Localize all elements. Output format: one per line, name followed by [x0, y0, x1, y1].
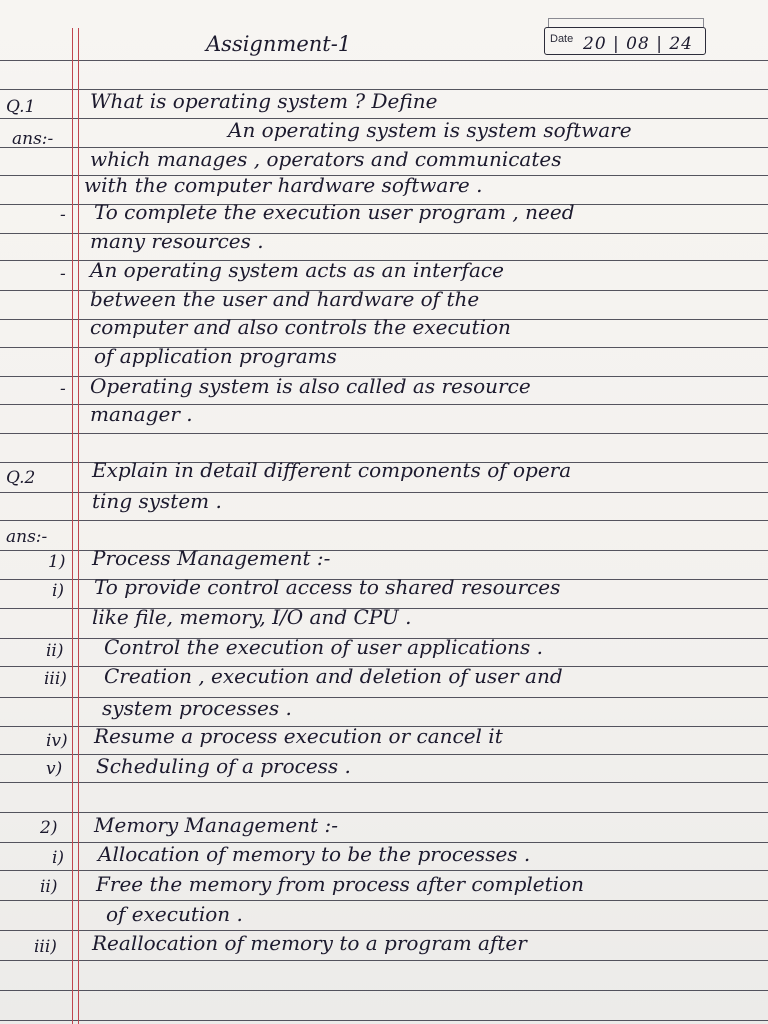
date-box: [544, 27, 706, 55]
answer-line: between the user and hardware of the: [90, 287, 480, 311]
page-title: Assignment-1: [206, 32, 352, 56]
date-label: Date: [550, 33, 574, 45]
question-marker: Q.2: [6, 468, 36, 488]
item-line: Creation , execution and deletion of user and: [104, 664, 563, 688]
item-line: Resume a process execution or cancel it: [94, 724, 503, 748]
item-line: of execution .: [106, 902, 243, 926]
answer-marker: ans:-: [12, 129, 54, 149]
page-no-box: [548, 18, 704, 27]
question-text: Explain in detail different components of opera: [92, 458, 572, 482]
section-number: 1): [48, 552, 66, 572]
section-heading: Process Management :-: [92, 546, 331, 570]
item-label: ii): [46, 641, 64, 661]
answer-line: To complete the execution user program , need: [94, 200, 575, 224]
item-line: like file, memory, I/O and CPU .: [92, 605, 412, 629]
answer-line: which manages , operators and communicates: [90, 147, 562, 171]
margin-line: [78, 28, 79, 1024]
answer-line: many resources .: [90, 229, 264, 253]
item-label: iii): [44, 669, 67, 689]
ruled-line: [0, 782, 768, 783]
bullet: -: [60, 379, 66, 399]
bullet: -: [60, 205, 66, 225]
question-text: What is operating system ? Define: [90, 89, 438, 113]
item-line: system processes .: [102, 696, 292, 720]
item-label: ii): [40, 877, 58, 897]
ruled-line: [0, 433, 768, 434]
item-line: Scheduling of a process .: [96, 754, 351, 778]
item-line: Free the memory from process after completion: [96, 872, 584, 896]
item-line: To provide control access to shared resources: [94, 575, 561, 599]
ruled-line: [0, 990, 768, 991]
answer-line: of application programs: [94, 344, 337, 368]
answer-line: computer and also controls the execution: [90, 315, 511, 339]
answer-line: An operating system is system software: [228, 118, 632, 142]
answer-line: with the computer hardware software .: [84, 173, 483, 197]
answer-line: Operating system is also called as resource: [90, 374, 531, 398]
item-line: Allocation of memory to be the processes .: [98, 842, 531, 866]
item-line: Reallocation of memory to a program after: [92, 931, 527, 955]
answer-marker: ans:-: [6, 527, 48, 547]
ruled-line: [0, 1020, 768, 1021]
question-text: ting system .: [92, 489, 222, 513]
bullet: -: [60, 264, 66, 284]
item-label: i): [52, 848, 65, 868]
item-label: iii): [34, 937, 57, 957]
ruled-line: [0, 900, 768, 901]
item-line: Control the execution of user applications .: [104, 635, 543, 659]
item-label: i): [52, 581, 65, 601]
ruled-line: [0, 60, 768, 61]
section-heading: Memory Management :-: [94, 813, 338, 837]
answer-line: manager .: [90, 402, 193, 426]
section-number: 2): [40, 818, 58, 838]
margin-line: [72, 28, 73, 1024]
ruled-line: [0, 520, 768, 521]
question-marker: Q.1: [6, 97, 36, 117]
ruled-line: [0, 960, 768, 961]
ruled-line: [0, 870, 768, 871]
item-label: v): [46, 759, 63, 779]
answer-line: An operating system acts as an interface: [90, 258, 504, 282]
item-label: iv): [46, 731, 68, 751]
date-value: 20 | 08 | 24: [583, 34, 693, 54]
